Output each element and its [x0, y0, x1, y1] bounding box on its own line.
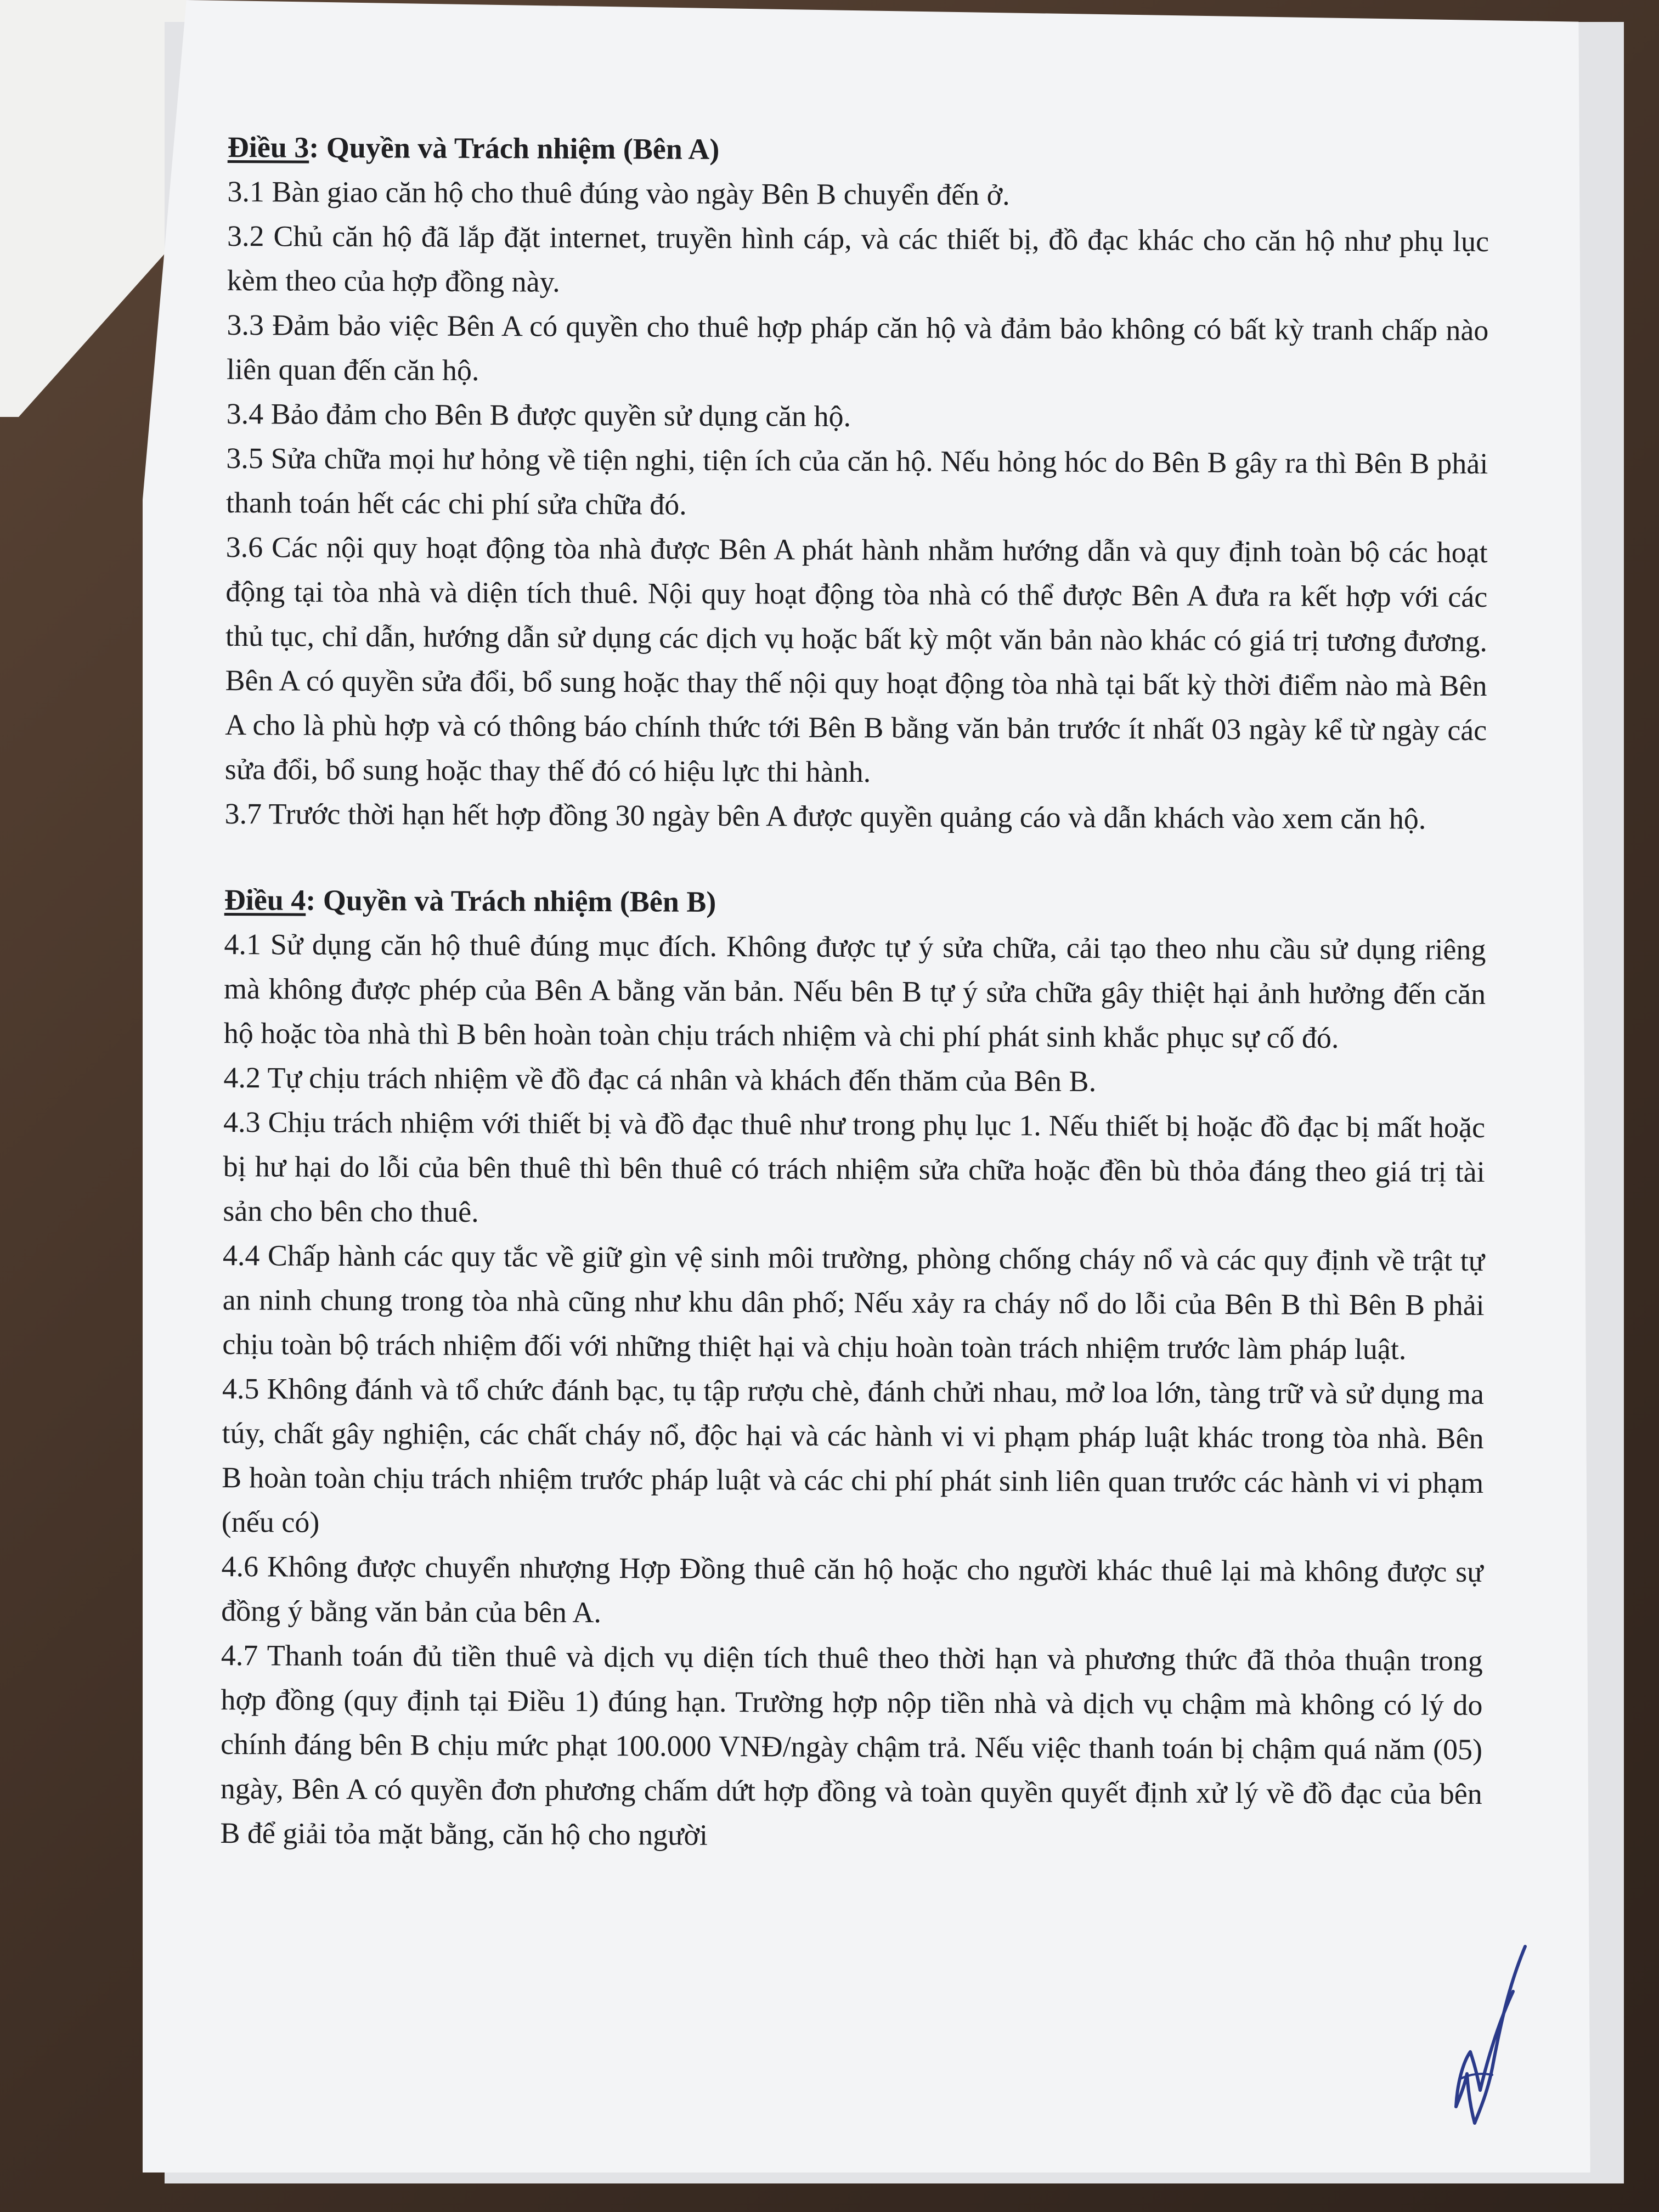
clause-4-6: 4.6 Không được chuyển nhượng Hợp Đồng thuê căn hộ hoặc cho người khác thuê lại mà không được sự đồng ý bằng văn bản của bên A. — [221, 1549, 1483, 1629]
clause-3-4: 3.4 Bảo đảm cho Bên B được quyền sử dụng căn hộ. — [226, 397, 851, 433]
clause-3-1: 3.1 Bàn giao căn hộ cho thuê đúng vào ngày Bên B chuyển đến ở. — [227, 174, 1010, 212]
clause-4-7: 4.7 Thanh toán đủ tiền thuê và dịch vụ diện tích thuê theo thời hạn và phương thức đã thỏa thuận trong hợp đồng (quy định tại Điều 1) đúng hạn. Trường hợp nộp tiền nhà và dịch vụ chậm mà không có lý do chính đáng bên B chịu mức phạt 100.000 VNĐ/ngày chậm trả. Nếu việc thanh toán bị chậm quá năm (05) ngày, Bên A có quyền đơn phương chấm dứt hợp đồng và toàn quyền quyết định xử lý về đồ đạc của bên B để giải tỏa mặt bằng, căn hộ cho người — [220, 1638, 1483, 1852]
clause-3-6: 3.6 Các nội quy hoạt động tòa nhà được Bên A phát hành nhằm hướng dẫn và quy định toàn bộ các hoạt động tại tòa nhà và diện tích thuê. Nội quy hoạt động tòa nhà có thể được Bên A đưa ra kết hợp với các thủ tục, chỉ dẫn, hướng dẫn sử dụng các dịch vụ hoặc bất kỳ một văn bản nào khác có giá trị tương đương. Bên A có quyền sửa đổi, bổ sung hoặc thay thế nội quy hoạt động tòa nhà tại bất kỳ thời điểm nào mà Bên A cho là phù hợp và có thông báo chính thức tới Bên B bằng văn bản trước ít nhất 03 ngày kể từ ngày các sửa đổi, bổ sung hoặc thay thế đó có hiệu lực thi hành. — [224, 530, 1488, 789]
handwritten-signature — [1448, 1942, 1531, 2129]
article-3-number: Điều 3 — [227, 130, 309, 164]
clause-3-7: 3.7 Trước thời hạn hết hợp đồng 30 ngày bên A được quyền quảng cáo và dẫn khách vào xem căn hộ. — [224, 797, 1426, 836]
article-3-title: : Quyền và Trách nhiệm (Bên A) — [309, 131, 720, 166]
clause-4-4: 4.4 Chấp hành các quy tắc về giữ gìn vệ sinh môi trường, phòng chống cháy nổ và các quy định về trật tự an ninh chung trong tòa nhà cũng như khu dân phố; Nếu xảy ra cháy nổ do lỗi của Bên B thì Bên B phải chịu toàn bộ trách nhiệm đối với những thiệt hại và chịu hoàn toàn trách nhiệm trước làm pháp luật. — [222, 1238, 1485, 1366]
article-4-heading — [224, 878, 1486, 928]
clause-3-5: 3.5 Sửa chữa mọi hư hỏng về tiện nghi, tiện ích của căn hộ. Nếu hỏng hóc do Bên B gây ra thì Bên B phải thanh toán hết các chi phí sửa chữa đó. — [225, 441, 1488, 521]
article-3-heading — [228, 125, 1489, 175]
document-body — [220, 125, 1489, 1861]
clause-4-3: 4.3 Chịu trách nhiệm với thiết bị và đồ đạc thuê như trong phụ lục 1. Nếu thiết bị hoặc đồ đạc bị mất hoặc bị hư hại do lỗi của bên thuê thì bên thuê có trách nhiệm sửa chữa hoặc đền bù thỏa đáng theo giá trị tài sản cho bên cho thuê. — [223, 1105, 1486, 1229]
clause-4-1: 4.1 Sử dụng căn hộ thuê đúng mục đích. Không được tự ý sửa chữa, cải tạo theo nhu cầu sử dụng riêng mà không được phép của Bên A bằng văn bản. Nếu bên B tự ý sửa chữa gây thiệt hại ảnh hưởng đến căn hộ hoặc tòa nhà thì B bên hoàn toàn chịu trách nhiệm và chi phí phát sinh khắc phục sự cố đó. — [223, 927, 1486, 1054]
clause-3-3: 3.3 Đảm bảo việc Bên A có quyền cho thuê hợp pháp căn hộ và đảm bảo không có bất kỳ tranh chấp nào liên quan đến căn hộ. — [226, 308, 1489, 387]
article-4-number: Điều 4 — [224, 883, 306, 917]
section-gap — [224, 836, 1486, 883]
article-4-title: : Quyền và Trách nhiệm (Bên B) — [306, 883, 716, 918]
clause-4-5: 4.5 Không đánh và tổ chức đánh bạc, tụ tập rượu chè, đánh chửi nhau, mở loa lớn, tàng trữ và sử dụng ma túy, chất gây nghiện, các chất cháy nổ, độc hại và các hành vi vi phạm pháp luật khác trong tòa nhà. Bên B hoàn toàn chịu trách nhiệm trước pháp luật và các chi phí phát sinh liên quan trước các hành vi vi phạm (nếu có) — [221, 1372, 1485, 1539]
clause-3-2: 3.2 Chủ căn hộ đã lắp đặt internet, truyền hình cáp, và các thiết bị, đồ đạc khác cho căn hộ như phụ lục kèm theo của hợp đồng này. — [227, 219, 1489, 298]
clause-4-2: 4.2 Tự chịu trách nhiệm về đồ đạc cá nhân và khách đến thăm của Bên B. — [223, 1060, 1097, 1098]
